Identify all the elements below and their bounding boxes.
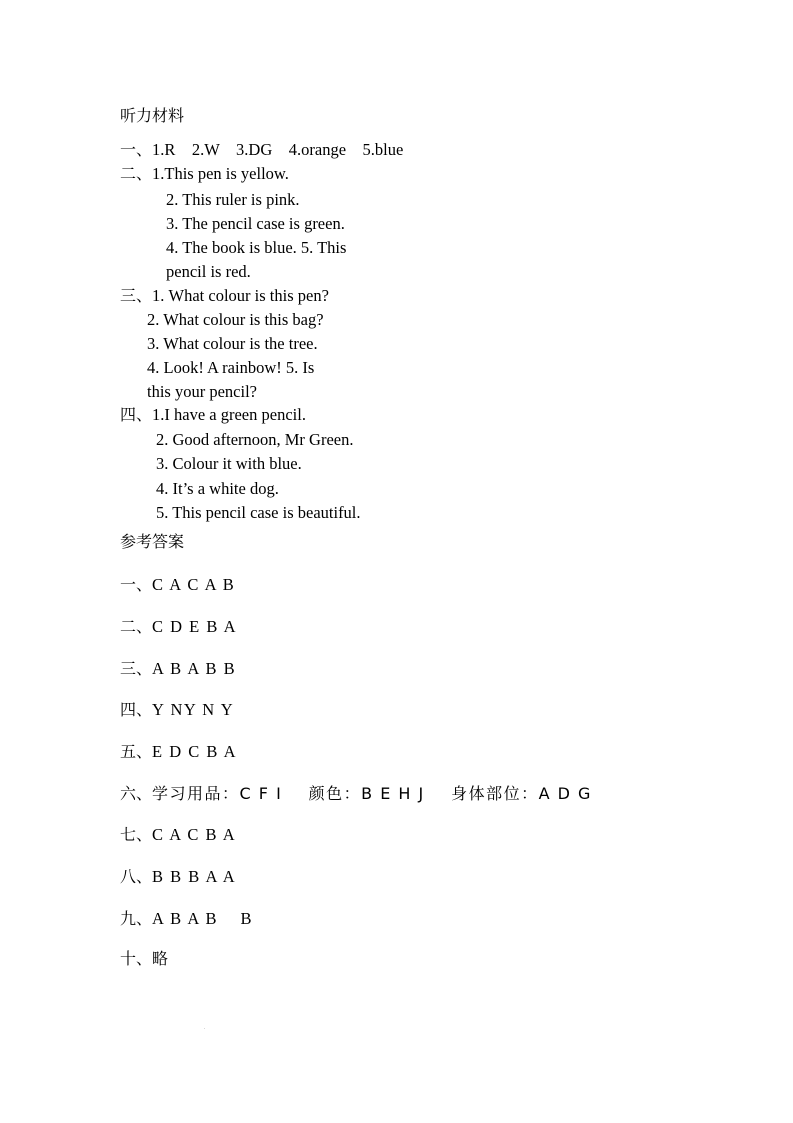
answer-row-9 <box>120 909 253 929</box>
answer-value-6: 学习用品：C F I 颜色：B E H J 身体部位：A D G <box>152 784 592 803</box>
scan-dot <box>204 1028 205 1029</box>
answer-label-7: 七、 <box>120 825 153 844</box>
part2-line-5: pencil is red. <box>166 262 251 281</box>
part3-label: 三、 <box>120 286 153 305</box>
answer-label-4: 四、 <box>120 700 153 719</box>
answer-value-2: C D E B A <box>152 617 238 636</box>
answer-row-8 <box>120 867 236 887</box>
part3-line-4: 4. Look! A rainbow! 5. Is <box>147 358 315 377</box>
answer-value-3: A B A B B <box>152 659 237 678</box>
part3-text-1: 1. What colour is this pen? <box>152 286 329 305</box>
part1-label: 一、 <box>120 140 153 159</box>
part4-text-1: 1.I have a green pencil. <box>152 405 306 424</box>
answer-label-1: 一、 <box>120 575 153 594</box>
answer-row-2 <box>120 617 237 637</box>
part2-line-3: 3. The pencil case is green. <box>166 214 345 233</box>
part3-line-5: this your pencil? <box>147 382 257 401</box>
part2-line-4: 4. The book is blue. 5. This <box>166 238 347 257</box>
answer-value-8: B B B A A <box>152 867 237 886</box>
answer-row-3 <box>120 659 236 679</box>
part2-label: 二、 <box>120 164 153 183</box>
listening-title: 听力材料 <box>120 106 185 125</box>
part3-line-1 <box>120 286 329 306</box>
answer-row-6 <box>120 784 592 804</box>
part2-line-2: 2. This ruler is pink. <box>166 190 300 209</box>
answer-row-5 <box>120 742 237 762</box>
answer-label-5: 五、 <box>120 742 153 761</box>
answer-label-10: 十、 <box>120 949 153 968</box>
part4-line-3: 3. Colour it with blue. <box>156 454 302 473</box>
answer-value-4: Y NY N Y <box>152 700 235 719</box>
answer-value-9: A B A B B <box>152 909 254 928</box>
part2-text-1: 1.This pen is yellow. <box>152 164 289 183</box>
part4-line-2: 2. Good afternoon, Mr Green. <box>156 430 354 449</box>
part4-label: 四、 <box>120 405 153 424</box>
part3-line-3: 3. What colour is the tree. <box>147 334 318 353</box>
answer-row-1 <box>120 575 235 595</box>
answer-value-10: 略 <box>152 949 169 968</box>
answer-value-1: C A C A B <box>152 575 236 594</box>
answer-title: 参考答案 <box>120 532 185 551</box>
answer-value-5: E D C B A <box>152 742 238 761</box>
answer-label-6: 六、 <box>120 784 153 803</box>
part1-line <box>120 140 403 160</box>
answer-row-7 <box>120 825 236 845</box>
part4-line-1 <box>120 405 306 425</box>
part4-line-4: 4. It’s a white dog. <box>156 479 279 498</box>
answer-value-7: C A C B A <box>152 825 237 844</box>
answer-label-3: 三、 <box>120 659 153 678</box>
answer-row-10 <box>120 949 168 969</box>
answer-label-2: 二、 <box>120 617 153 636</box>
part4-line-5: 5. This pencil case is beautiful. <box>156 503 361 522</box>
answer-label-8: 八、 <box>120 867 153 886</box>
answer-label-9: 九、 <box>120 909 153 928</box>
part1-text: 1.R 2.W 3.DG 4.orange 5.blue <box>152 140 404 159</box>
answer-row-4 <box>120 700 234 720</box>
part2-line-1 <box>120 164 289 184</box>
part3-line-2: 2. What colour is this bag? <box>147 310 324 329</box>
